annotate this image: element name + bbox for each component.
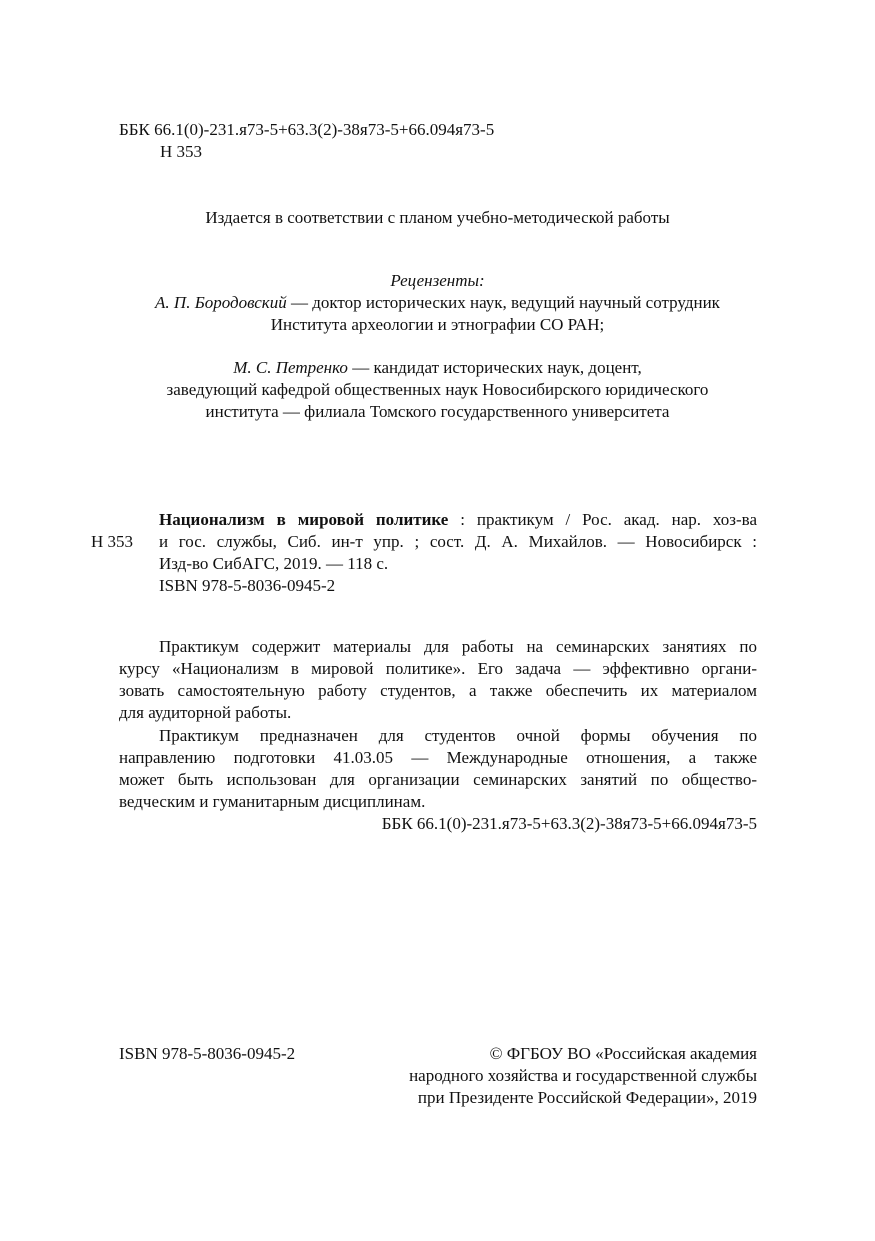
- abstract-p1-line-4: для аудиторной работы.: [119, 703, 292, 722]
- abstract-p2-line-4: ведческим и гуманитарным дисциплинам.: [119, 792, 426, 811]
- reviewer-1-credentials: — доктор исторических наук, ведущий научный сотрудник: [286, 293, 720, 312]
- catalog-title: Национализм в мировой политике: [159, 510, 449, 529]
- reviewer-2-line-2: заведующий кафедрой общественных наук Новосибирского юридического: [166, 380, 709, 399]
- abstract-p2-line-1: Практикум предназначен для студентов очной формы обучения по: [159, 726, 757, 745]
- publication-note: Издается в соответствии с планом учебно-методической работы: [205, 208, 670, 227]
- abstract-bbk-code: ББК 66.1(0)-231.я73-5+63.3(2)-38я73-5+66.094я73-5: [381, 814, 757, 833]
- abstract-p1-line-2: курсу «Национализм в мировой политике». Его задача — эффективно органи-: [119, 659, 757, 678]
- reviewer-2-line-3: института — филиала Томского государственного университета: [205, 402, 670, 421]
- reviewer-2-name: М. С. Петренко: [233, 358, 348, 377]
- reviewer-1-line-2: Института археологии и этнографии СО РАН;: [270, 315, 605, 334]
- reviewer-1-line-1: [0, 292, 875, 314]
- catalog-line-1-rest: : практикум / Рос. акад. нар. хоз-ва: [448, 510, 757, 529]
- reviewer-2-credentials: — кандидат исторических наук, доцент,: [347, 358, 642, 377]
- catalog-line-3: Изд-во СибАГС, 2019. — 118 с.: [159, 554, 389, 573]
- abstract-p1-line-3: зовать самостоятельную работу студентов, а также обеспечить их материалом: [119, 681, 757, 700]
- reviewer-1-name: А. П. Бородовский: [155, 293, 287, 312]
- catalog-isbn: ISBN 978-5-8036-0945-2: [159, 576, 336, 595]
- abstract-p2-line-2: направлению подготовки 41.03.05 — Международные отношения, а также: [119, 748, 757, 767]
- reviewer-2-line-1: [0, 357, 875, 379]
- abstract-p1-line-1: Практикум содержит материалы для работы на семинарских занятиях по: [159, 637, 757, 656]
- abstract-p2-line-3: может быть использован для организации семинарских занятий по общество-: [119, 770, 757, 789]
- catalog-line-2: и гос. службы, Сиб. ин-т упр. ; сост. Д. А. Михайлов. — Новосибирск :: [159, 532, 757, 551]
- footer-isbn: ISBN 978-5-8036-0945-2: [119, 1044, 296, 1063]
- reviewers-title: Рецензенты:: [390, 271, 485, 290]
- copyright-line-1: © ФГБОУ ВО «Российская академия: [489, 1044, 757, 1063]
- copyright-line-2: народного хозяйства и государственной службы: [409, 1066, 757, 1085]
- catalog-mark: Н 353: [91, 532, 134, 551]
- author-mark-header: Н 353: [160, 142, 203, 161]
- copyright-line-3: при Президенте Российской Федерации», 2019: [417, 1088, 757, 1107]
- catalog-line-1: [159, 509, 757, 531]
- bbk-code-header: ББК 66.1(0)-231.я73-5+63.3(2)-38я73-5+66.094я73-5: [119, 120, 495, 139]
